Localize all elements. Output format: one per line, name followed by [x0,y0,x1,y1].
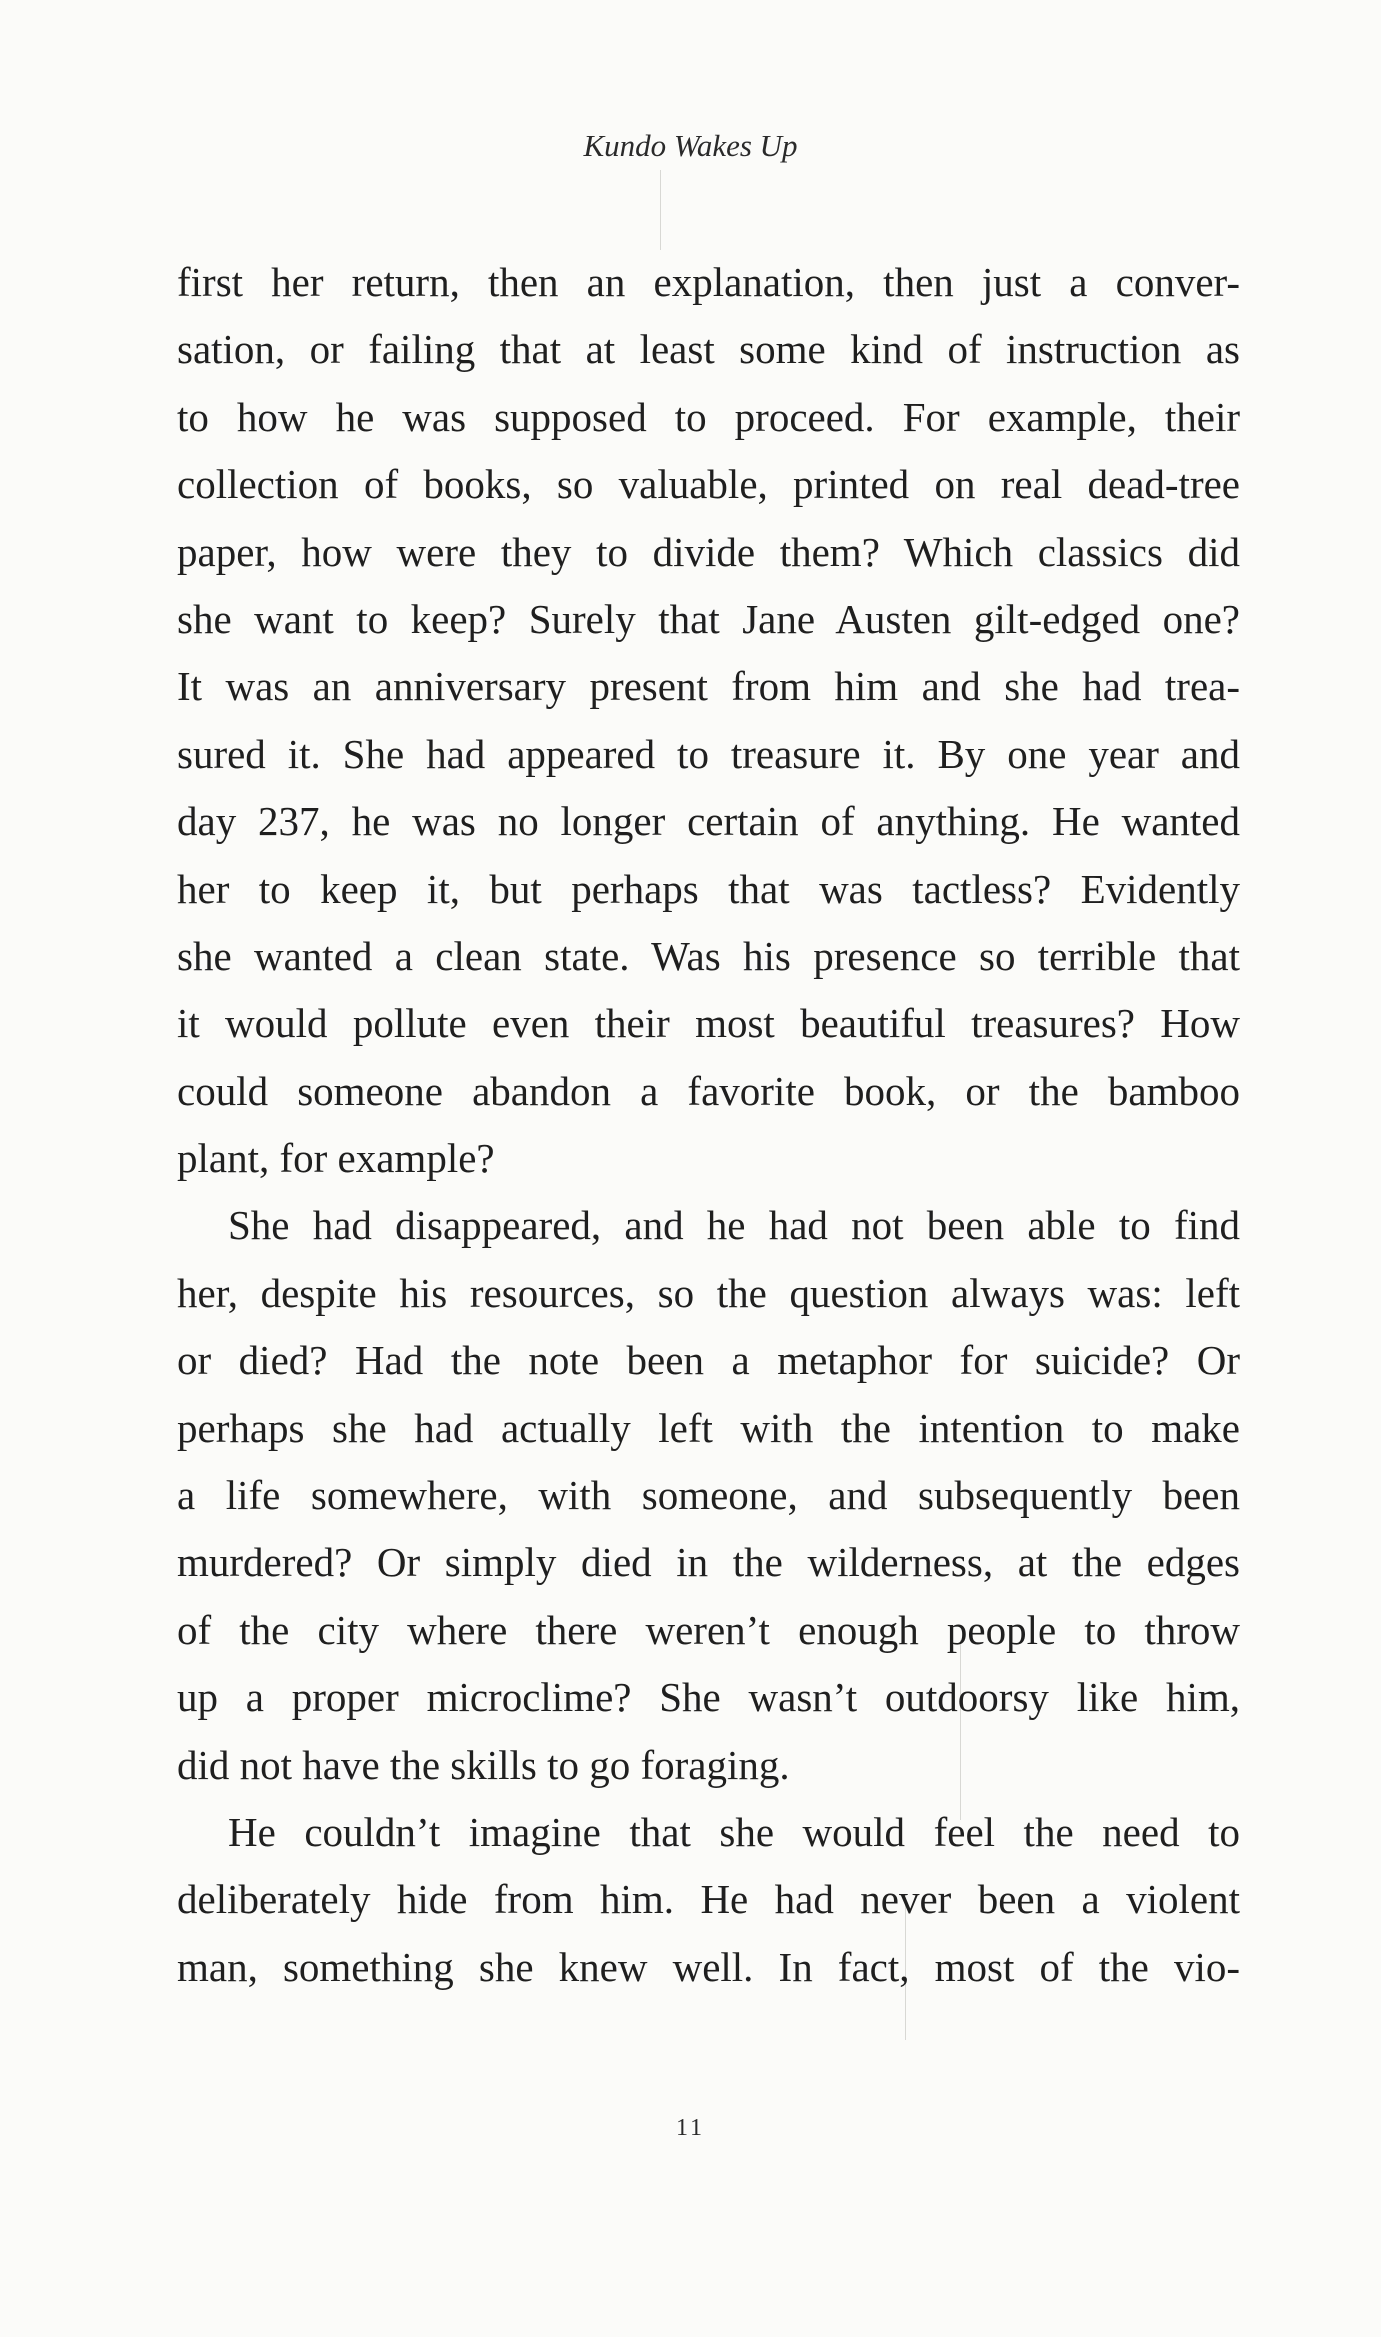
text-line: up a proper microclime? She wasn’t outdoorsy like him, [177,1674,1240,1721]
scan-mark [660,170,661,250]
text-line: She had disappeared, and he had not been able to find [228,1202,1240,1249]
text-line: plant, for example? [177,1135,495,1182]
text-line: her, despite his resources, so the question always was: left [177,1269,1240,1316]
running-head: Kundo Wakes Up [583,128,798,163]
text-line: of the city where there weren’t enough people to throw [177,1606,1240,1653]
text-line: He couldn’t imagine that she would feel the need to [228,1808,1240,1855]
text-line: it would pollute even their most beautiful treasures? How [177,1000,1240,1047]
text-line: she wanted a clean state. Was his presence so terrible that [177,932,1240,979]
text-line: could someone abandon a favorite book, or the bamboo [177,1067,1240,1114]
text-line: first her return, then an explanation, then just a conver- [177,259,1240,305]
text-line: or died? Had the note been a metaphor for suicide? Or [177,1337,1240,1384]
text-line: deliberately hide from him. He had never been a violent [177,1876,1240,1923]
text-line: collection of books, so valuable, printed on real dead-tree [177,461,1240,508]
page-number: 11 [675,2115,706,2141]
text-line: man, something she knew well. In fact, most of the vio- [177,1943,1240,1990]
text-line: to how he was supposed to proceed. For example, their [177,393,1240,440]
text-line: sation, or failing that at least some kind of instruction as [177,326,1240,373]
text-line: It was an anniversary present from him and she had trea- [177,663,1240,710]
body-text [177,249,1240,2001]
text-line: murdered? Or simply died in the wilderness, at the edges [177,1539,1240,1586]
text-line: day 237, he was no longer certain of anything. He wanted [177,798,1240,845]
text-line: sured it. She had appeared to treasure it. By one year and [177,730,1240,777]
text-line: perhaps she had actually left with the intention to make [177,1404,1240,1451]
text-line: did not have the skills to go foraging. [177,1741,790,1788]
text-line: her to keep it, but perhaps that was tactless? Evidently [177,865,1240,912]
text-line: she want to keep? Surely that Jane Austen gilt-edged one? [177,595,1240,642]
text-line: a life somewhere, with someone, and subsequently been [177,1472,1240,1519]
text-line: paper, how were they to divide them? Which classics did [177,528,1240,575]
